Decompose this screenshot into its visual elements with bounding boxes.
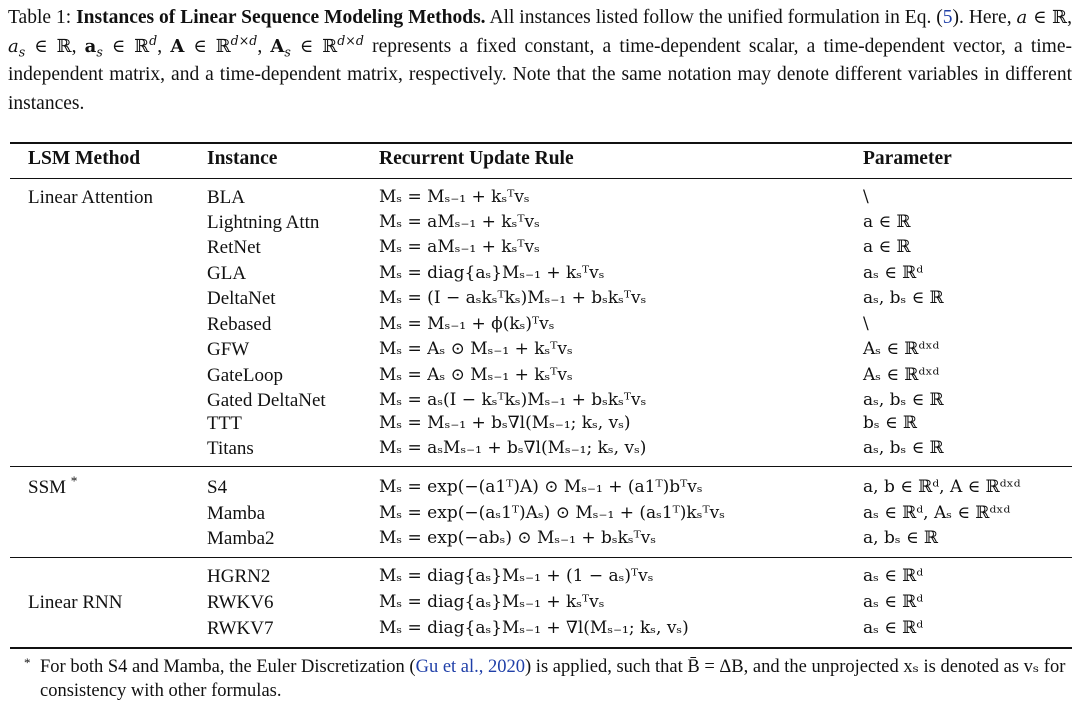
table-row — [0, 187, 1080, 212]
table-footnote — [26, 655, 1074, 703]
table-row — [0, 339, 1080, 364]
param-cell: a, b ∈ ℝᵈ, A ∈ ℝᵈˣᵈ — [863, 477, 1021, 497]
rule-cell: Mₛ = (I − aₛkₛᵀkₛ)Mₛ₋₁ + bₛkₛᵀvₛ — [379, 288, 647, 308]
instance-cell: DeltaNet — [207, 288, 276, 309]
rule-cell: Mₛ = Aₛ ⊙ Mₛ₋₁ + kₛᵀvₛ — [379, 365, 573, 385]
instance-cell: TTT — [207, 413, 242, 434]
instance-cell: RWKV7 — [207, 618, 274, 639]
param-cell: aₛ ∈ ℝᵈ — [863, 618, 924, 638]
instance-cell: Mamba — [207, 503, 266, 524]
rule-cell: Mₛ = aMₛ₋₁ + kₛᵀvₛ — [379, 212, 540, 232]
instance-cell: S4 — [207, 477, 228, 498]
table-row — [0, 212, 1080, 237]
instance-cell: Lightning Attn — [207, 212, 320, 233]
param-cell: a ∈ ℝ — [863, 237, 911, 257]
footnote-marker: * — [70, 473, 78, 489]
table-caption — [8, 4, 1072, 118]
rule-cell: Mₛ = aMₛ₋₁ + kₛᵀvₛ — [379, 237, 540, 257]
table-row — [0, 473, 1080, 502]
rule-cell: Mₛ = exp(−abₛ) ⊙ Mₛ₋₁ + bₛkₛᵀvₛ — [379, 528, 657, 548]
header-parameter: Parameter — [863, 148, 952, 169]
instance-cell: Rebased — [207, 314, 272, 335]
table-row — [0, 390, 1080, 415]
rule-cell: Mₛ = Aₛ ⊙ Mₛ₋₁ + kₛᵀvₛ — [379, 339, 573, 359]
caption-text-3: represents a fixed constant, a time-dependent scalar, a time-dependent vector, a time-independent matrix, and a time-dependent matrix, respectively. Note that the same notation may denote different variables in different instances. — [8, 35, 1072, 114]
instance-cell: RetNet — [207, 237, 261, 258]
table-row — [0, 288, 1080, 313]
rule-cell: Mₛ = diag{aₛ}Mₛ₋₁ + kₛᵀvₛ — [379, 592, 605, 612]
param-cell: bₛ ∈ ℝ — [863, 413, 918, 433]
table-row — [0, 263, 1080, 288]
instance-cell: Titans — [207, 438, 254, 459]
table-row — [0, 592, 1080, 617]
footnote-text-1: For both S4 and Mamba, the Euler Discretization ( — [40, 657, 416, 677]
group-rule-2 — [10, 557, 1072, 558]
table-row — [0, 503, 1080, 528]
instance-cell: RWKV6 — [207, 592, 274, 613]
caption-notation: a ∈ ℝ, $a_s$ ∈ ℝ, $a_s$ ∈ ℝ$^d$, A ∈ ℝ$^{d\times d}$, $A_s$ ∈ ℝ$^{d\times d}$ — [8, 7, 1073, 60]
caption-label: Table 1: — [8, 7, 72, 28]
rule-cell: Mₛ = exp(−(aₛ1ᵀ)Aₛ) ⊙ Mₛ₋₁ + (aₛ1ᵀ)kₛᵀvₛ — [379, 503, 725, 523]
param-cell: a ∈ ℝ — [863, 212, 911, 232]
instance-cell: GateLoop — [207, 365, 283, 386]
instance-cell: BLA — [207, 187, 245, 208]
instance-cell: GFW — [207, 339, 250, 360]
param-cell: aₛ ∈ ℝᵈ — [863, 592, 924, 612]
param-cell: aₛ ∈ ℝᵈ, Aₛ ∈ ℝᵈˣᵈ — [863, 503, 1011, 523]
param-cell: aₛ, bₛ ∈ ℝ — [863, 288, 944, 308]
caption-text-2: ). Here, — [952, 7, 1012, 28]
table-row — [0, 618, 1080, 643]
table-row — [0, 438, 1080, 463]
param-cell: \ — [863, 314, 869, 334]
rule-cell: Mₛ = Mₛ₋₁ + ϕ(kₛ)ᵀvₛ — [379, 314, 555, 334]
instance-cell: Mamba2 — [207, 528, 275, 549]
instance-cell: GLA — [207, 263, 247, 284]
citation-link[interactable]: Gu et al., 2020 — [415, 657, 526, 677]
param-cell: Aₛ ∈ ℝᵈˣᵈ — [863, 339, 940, 359]
header-rule — [10, 178, 1072, 179]
header-lsm-method: LSM Method — [28, 148, 141, 169]
group-label-linear-attention: Linear Attention — [28, 187, 154, 208]
group-label-linear-rnn: Linear RNN — [28, 592, 123, 613]
rule-cell: Mₛ = diag{aₛ}Mₛ₋₁ + kₛᵀvₛ — [379, 263, 605, 283]
table-row — [0, 413, 1080, 438]
header-instance: Instance — [207, 148, 278, 169]
footnote-text-2: ) is applied, such that B̄ = ΔB, and the unprojected xₛ is denoted as vₛ for consistency with other formulas. — [40, 657, 1066, 701]
rule-cell: Mₛ = aₛMₛ₋₁ + bₛ∇l(Mₛ₋₁; kₛ, vₛ) — [379, 438, 647, 458]
param-cell: a, bₛ ∈ ℝ — [863, 528, 939, 548]
top-rule — [10, 142, 1072, 144]
param-cell: aₛ ∈ ℝᵈ — [863, 566, 924, 586]
rule-cell: Mₛ = Mₛ₋₁ + kₛᵀvₛ — [379, 187, 530, 207]
param-cell: aₛ ∈ ℝᵈ — [863, 263, 924, 283]
bottom-rule — [10, 647, 1072, 649]
caption-text-1: All instances listed follow the unified formulation in Eq. ( — [489, 7, 943, 28]
group-rule-1 — [10, 466, 1072, 467]
table-row — [0, 528, 1080, 553]
rule-cell: Mₛ = Mₛ₋₁ + bₛ∇l(Mₛ₋₁; kₛ, vₛ) — [379, 413, 631, 433]
param-cell: \ — [863, 187, 869, 207]
instance-cell: HGRN2 — [207, 566, 271, 587]
table-row — [0, 365, 1080, 390]
param-cell: Aₛ ∈ ℝᵈˣᵈ — [863, 365, 940, 385]
table-row — [0, 314, 1080, 339]
header-recurrent-update-rule: Recurrent Update Rule — [379, 148, 574, 169]
equation-reference-link[interactable]: 5 — [942, 7, 953, 28]
footnote-star: * — [24, 655, 31, 670]
rule-cell: Mₛ = diag{aₛ}Mₛ₋₁ + (1 − aₛ)ᵀvₛ — [379, 566, 654, 586]
rule-cell: Mₛ = diag{aₛ}Mₛ₋₁ + ∇l(Mₛ₋₁; kₛ, vₛ) — [379, 618, 689, 638]
param-cell: aₛ, bₛ ∈ ℝ — [863, 390, 944, 410]
table-row — [0, 237, 1080, 262]
rule-cell: Mₛ = aₛ(I − kₛᵀkₛ)Mₛ₋₁ + bₛkₛᵀvₛ — [379, 390, 647, 410]
caption-title: Instances of Linear Sequence Modeling Methods. — [76, 7, 486, 28]
group-label-ssm: SSM * — [28, 473, 78, 498]
instance-cell: Gated DeltaNet — [207, 390, 326, 411]
param-cell: aₛ, bₛ ∈ ℝ — [863, 438, 944, 458]
table-row — [0, 566, 1080, 591]
rule-cell: Mₛ = exp(−(a1ᵀ)A) ⊙ Mₛ₋₁ + (a1ᵀ)bᵀvₛ — [379, 477, 703, 497]
